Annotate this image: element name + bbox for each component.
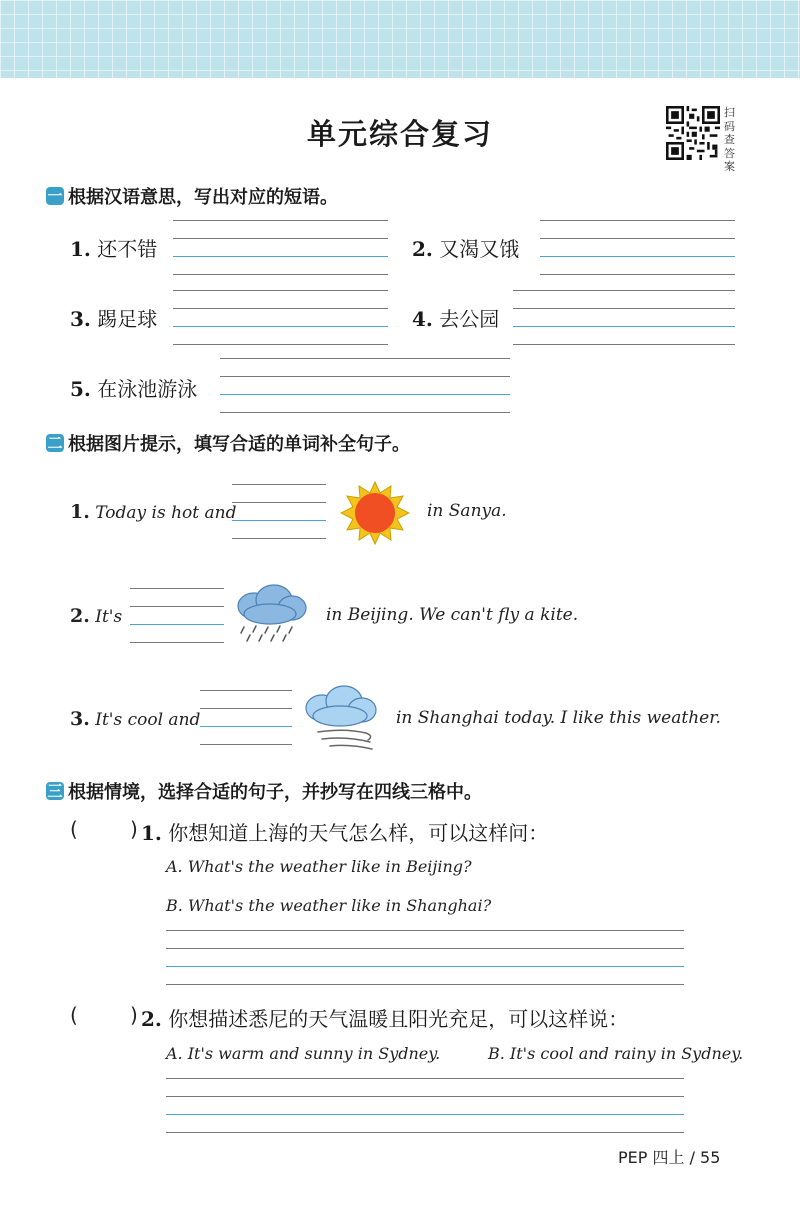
s2-answer-1[interactable] [232, 484, 326, 538]
answer-paren-close: ) [130, 1003, 138, 1027]
s1-answer-2[interactable] [540, 220, 735, 274]
section-1-heading: 一 根据汉语意思，写出对应的短语。 [47, 186, 338, 208]
answer-paren-open: ( [70, 1003, 78, 1027]
s3-q2-option-a: A. It's warm and sunny in Sydney. [166, 1044, 441, 1063]
s1-item-1: 1. 还不错 [70, 237, 158, 261]
page-title: 单元综合复习 [306, 117, 493, 151]
s3-q2-text: 2. 你想描述悉尼的天气温暖且阳光充足，可以这样说： [141, 1007, 629, 1031]
page-footer: PEP 四上 / 55 [618, 1148, 721, 1167]
answer-paren-close: ) [130, 817, 138, 841]
s1-answer-1[interactable] [173, 220, 388, 274]
section-3-heading: 三 根据情境，选择合适的句子，并抄写在四线三格中。 [47, 781, 482, 803]
s3-q1-option-b: B. What's the weather like in Shanghai? [166, 896, 492, 915]
s2-item-2-after: in Beijing. We can't fly a kite. [326, 605, 579, 625]
s2-answer-2[interactable] [130, 588, 224, 642]
section-badge: 一 [47, 186, 63, 205]
s1-item-5: 5. 在泳池游泳 [70, 377, 198, 401]
s1-answer-5[interactable] [220, 358, 510, 412]
s1-item-4: 4. 去公园 [412, 307, 500, 331]
section-badge: 二 [47, 433, 63, 452]
s2-answer-3[interactable] [200, 690, 292, 744]
sun-icon [340, 481, 410, 545]
s3-q1-answer-blank[interactable] [84, 814, 128, 844]
section-2-heading: 二 根据图片提示，填写合适的单词补全句子。 [47, 433, 410, 455]
s1-answer-4[interactable] [513, 290, 735, 344]
qr-caption: 扫码查答案 [724, 106, 735, 173]
answer-paren-open: ( [70, 817, 78, 841]
wind-cloud-icon [300, 684, 382, 752]
s3-q2-answer-blank[interactable] [84, 1000, 128, 1030]
s1-answer-3[interactable] [173, 290, 388, 344]
section-badge: 三 [47, 781, 63, 800]
s2-item-3-before: 3. It's cool and [70, 708, 201, 730]
s2-item-1-before: 1. Today is hot and [70, 501, 237, 523]
s3-q1-option-a: A. What's the weather like in Beijing? [166, 857, 472, 876]
s2-item-2-before: 2. It's [70, 605, 123, 627]
s3-q1-text: 1. 你想知道上海的天气怎么样，可以这样问： [141, 821, 549, 845]
s3-q2-copy-lines[interactable] [166, 1078, 684, 1132]
s3-q2-option-b: B. It's cool and rainy in Sydney. [488, 1044, 744, 1063]
s1-item-2: 2. 又渴又饿 [412, 237, 520, 261]
rain-cloud-icon [232, 582, 310, 644]
qr-code-icon [666, 106, 720, 160]
s3-q1-copy-lines[interactable] [166, 930, 684, 984]
s2-item-1-after: in Sanya. [427, 501, 507, 521]
top-grid-band [0, 0, 800, 78]
s1-item-3: 3. 踢足球 [70, 307, 158, 331]
s2-item-3-after: in Shanghai today. I like this weather. [396, 708, 721, 728]
